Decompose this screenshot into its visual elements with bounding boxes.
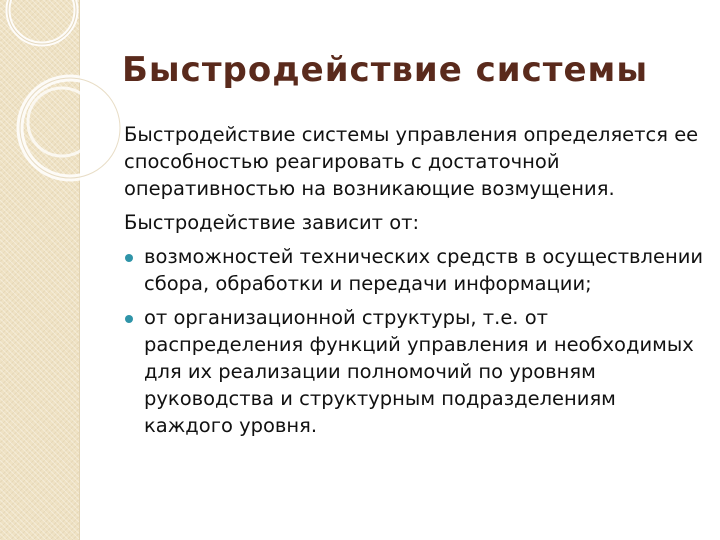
paragraph-depends-on: Быстродействие зависит от: (124, 211, 420, 234)
decorative-side-band (0, 0, 80, 540)
slide-body (124, 121, 704, 446)
bullet-text: возможностей технических средств в осуществлении сбора, обработки и передачи информации; (144, 245, 704, 295)
bullet-text: от организационной структуры, т.е. от распределения функций управления и необходимых для их реализации полномочий по уровням руководства и структурным подразделениям каждого уровня. (144, 306, 694, 437)
bullet-item-organizational (124, 304, 704, 439)
bullet-dot-icon (125, 315, 133, 323)
bullet-item-technical (124, 243, 704, 297)
slide-title: Быстродействие системы (122, 50, 649, 90)
bullet-dot-icon (125, 254, 133, 262)
paragraph-definition: Быстродействие системы управления определяется ее способностью реагировать с достаточной оперативностью на возникающие возмущения. (124, 123, 699, 200)
